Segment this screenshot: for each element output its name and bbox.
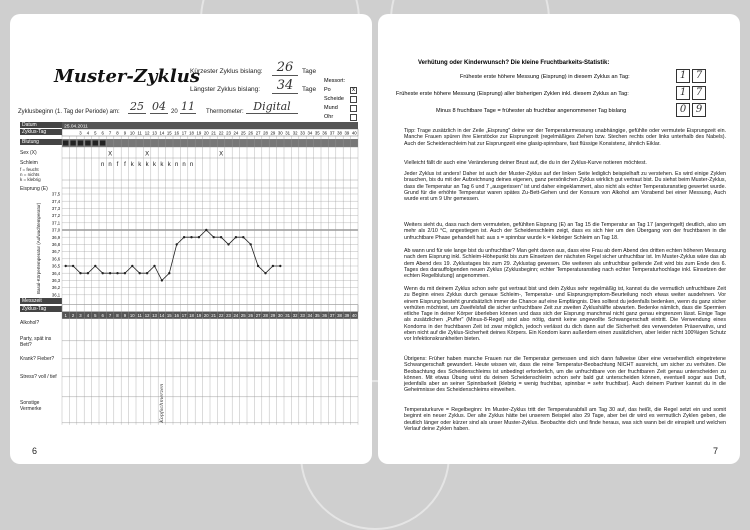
cycle-day-bottom-tick: 26 xyxy=(248,313,254,319)
cycle-day-tick: 13 xyxy=(152,130,157,136)
cycle-day-bottom-tick: 18 xyxy=(189,313,194,319)
temperature-point xyxy=(220,236,222,238)
cycle-day-tick: 37 xyxy=(329,130,335,136)
cycle-day-tick: 16 xyxy=(174,130,180,136)
cycle-day-tick: 4 xyxy=(86,130,90,136)
cycle-start-month[interactable]: 04 xyxy=(152,100,166,113)
temperature-tick: 36,1 xyxy=(51,292,61,298)
thermometer-label: Thermometer: xyxy=(206,109,244,115)
method-po[interactable]: Po x xyxy=(324,87,355,93)
temperature-rise-paragraph: Weiters sieht du, dass nach dem vermuteten, gefühlten Eisprung (E) an Tag 15 die Temperatur an Tag 17 (angeringelt) deutlich, also um mehr als 2/10 °C, angestiegen ist. Auch der Scheidenschleim zeigt, dass es sich hier um den Übergang von der fruchtbaren in die unfruchtbare Phase gehandelt hat: aus s = spinnbar wurde k = klebriger Schleim an Tag 18. xyxy=(404,222,726,241)
temperature-point xyxy=(161,279,163,281)
checkbox-ohr[interactable] xyxy=(350,114,357,121)
cycle-start-day[interactable]: 25 xyxy=(130,100,144,113)
stat-digit-box[interactable]: 1 xyxy=(676,86,690,100)
temperature-point xyxy=(146,272,148,274)
temperature-tick: 36,5 xyxy=(51,263,61,269)
cycle-day-tick: 29 xyxy=(270,130,276,136)
temperature-point xyxy=(131,265,133,267)
shortest-cycle-value[interactable]: 26 xyxy=(272,60,298,76)
temperature-point xyxy=(250,243,252,245)
row-label-alcohol: Alkohol? xyxy=(20,320,40,326)
row-label-cycle-day: Zyklus-Tag xyxy=(20,129,62,135)
longest-cycle-label: Längster Zyklus bislang: xyxy=(190,86,261,93)
cycle-day-bottom-tick: 23 xyxy=(226,313,231,319)
cycle-day-bottom-tick: 13 xyxy=(152,313,157,319)
cycle-day-bottom-tick: 2 xyxy=(71,313,75,319)
bleeding-mark xyxy=(93,141,98,146)
cycle-day-tick: 7 xyxy=(108,130,112,136)
stat-digit-box[interactable]: 9 xyxy=(692,103,706,117)
stat-label: Früheste erste höhere Messung (Eisprung) in diesem Zyklus an Tag: xyxy=(460,74,630,80)
cycle-day-bottom-tick: 34 xyxy=(307,313,313,319)
temperature-point xyxy=(72,265,74,267)
date-cell: 25.04.2011 xyxy=(64,124,88,130)
row-label-date: Datum xyxy=(20,122,62,128)
temperature-point xyxy=(264,272,266,274)
cycle-day-bottom-tick: 15 xyxy=(166,313,172,319)
other-note: Kopfschmerzen xyxy=(159,383,166,423)
cycle-day-tick: 25 xyxy=(240,130,246,136)
mucus-mark: n xyxy=(189,162,194,168)
temperature-tick: 37,5 xyxy=(51,191,61,197)
regular-cycle-paragraph: Wenn du mit deinem Zyklus schon sehr gut vertraut bist und dein Zyklus sehr regelmäßig ist, kannst du die vermutlich unfruchtbare Zeit zu Beginn eines Zyklus durch genaue Schleim-, Temperatur- und Eisprungsymptom-Beurteilung noch etwas weiter ausdehnen. Vor einem Eisprung besteht grundsätzlich immer die Chance auf eine Empfängnis. Dies solltest du jedenfalls bedenken, wenn du ganz sicher verhüten möchtest, um Zweifelsfall die sicher unfruchtbare Zeit zur zweiten Zyklushälfte abwarten. Bedenke nämlich, dass die Spermien etliche Tage in deiner Körper überleben können und dass sich der Eisprung manchmal nicht ganz genau eingrenzen lässt. Einige Tage als zusätzlichen „Puffer" (Minus-8-Regel) sind also nötig, damit keine ungewollte Schwangerschaft eintritt. Die Verwendung eines Kondoms in der fruchtbaren Zeit ist zwar möglich, jedoch verlässt du dich dann auf die Sicherheit des verwendeten Präservativs, und eben nicht auf die Zyklus-Sicherheit deines Körpers. Ein Kondom kann außerdem einen zusätzlichen, aber leider nicht 100%igen Schutz vor Infektionskrankheiten bieten. xyxy=(404,286,726,343)
temperature-tick: 36,4 xyxy=(51,270,61,276)
checkbox-scheide[interactable] xyxy=(350,96,357,103)
breast-paragraph: Vielleicht fällt dir auch eine Veränderung deiner Brust auf, die du in der Zyklus-Kurve notieren möchtest. xyxy=(404,160,647,166)
temperature-point xyxy=(176,243,178,245)
cycle-day-bottom-tick: 8 xyxy=(116,313,119,319)
mucus-mark: n xyxy=(101,162,105,168)
cycle-day-bottom-tick: 30 xyxy=(277,313,283,319)
cycle-day-tick: 8 xyxy=(116,130,119,136)
cycle-different-paragraph: Jeder Zyklus ist anders! Daher ist auch der Muster-Zyklus auf der linken Seite lediglich beispielhaft zu verstehen. Es wird einige Zyklen brauchen, bis du mit der Aufzeichnung deines eigenen, ganz persönlichen Zyklus wirklich gut vertraut bist. Du siehst beim Muster-Zyklus, dass die Temperatur an Tag 6 und 7 „ausgerissen" ist und daher eingeklammert, also nicht als echter Temperaturanstieg gewertet wurde. Grund für die erhöhte Temperatur waren spätes Zu-Bett-Gehen und der Konsum von Alkohol am Vorabend bei einer Messung, Auch wurde erst um 9 Uhr gemessen. xyxy=(404,171,726,203)
temperature-point xyxy=(213,236,215,238)
stat-digit-box[interactable]: 7 xyxy=(692,69,706,83)
row-label-stress: Stress? voll / tief xyxy=(20,374,57,380)
temperature-point xyxy=(190,236,192,238)
tip-paragraph: Tipp: Trage zusätzlich in der Zeile „Eisprung" deine vor der Temperaturmessung unabhängige, gefühlte oder vermutete Eisprungzeit ein. Manche Frauen spüren ihre Eierstöcke zur Eisprungzeit (regelmäßiges Ziehen bzw. Stechen rechts oder links unterhalb des Nabels). Auch der Scheidenschleim hat zur Eisprungzeit eine glasig-spinnbare, fast flüssige Konsistenz, ähnlich Eiklar. xyxy=(404,128,726,147)
method-scheide[interactable]: Scheide xyxy=(324,96,345,105)
cycle-day-tick: 24 xyxy=(233,130,239,136)
mucus-mark: k xyxy=(130,162,134,168)
mucus-mark: n xyxy=(182,162,186,168)
temperature-tick: 36,8 xyxy=(51,242,61,247)
cycle-day-bottom-tick: 39 xyxy=(344,313,350,319)
note-paragraph: Übrigens: Früher haben manche Frauen nur die Temperatur gemessen und sich dann fallweise über eine versehentlich eingetretene Schwangerschaft gewundert. Heute wissen wir, dass die reine Temperatur-Beobachtung NICHT ausreicht, um sicher zu verhüten. Die Beobachtung des Scheidenschleims ist unbedingt erforderlich, um die unfruchtbare von der fruchtbaren Zeit genau unterscheiden zu können. Mit etwas Übung wirst du deinen Scheidenschleim schon sehr bald gut unterscheiden können, eventuell sogar aus Duft, jedenfalls aber an seiner Spinnbarkeit (klebrig = wenig fruchtbar, spinnbar = sehr fruchtbar). Auch deinem Partner kannst du in die Geheimnisse des Scheidenschleims einweihen. xyxy=(404,356,726,394)
cycle-day-tick: 32 xyxy=(292,130,298,136)
cycle-start-year-prefix: 20 xyxy=(171,109,178,115)
cycle-day-tick: 19 xyxy=(196,130,202,136)
temperature-point xyxy=(102,272,104,274)
temperature-tick: 36,9 xyxy=(51,234,61,240)
sex-mark: X xyxy=(145,151,150,158)
temperature-point xyxy=(198,236,200,238)
mucus-mark: k xyxy=(160,162,164,168)
page-number: 6 xyxy=(32,446,38,456)
cycle-day-bottom-tick: 1 xyxy=(64,313,67,319)
temperature-tick: 37,1 xyxy=(51,220,61,226)
cycle-day-bottom-tick: 14 xyxy=(159,313,165,319)
row-label-measure-time: Messzeit xyxy=(20,298,62,304)
cycle-day-bottom-tick: 3 xyxy=(79,313,82,319)
row-label-mucus-legend: f = feucht n = nichts k = klebrig xyxy=(20,167,41,182)
period-start-paragraph: Temperaturkurve = Regelbeginn: Im Muster-Zyklus tritt der Temperaturabfall am Tag 30 auf, das heißt, die Regel setzt ein und somit beginnt ein neuer Zyklus. Der alte Zyklus hätte bei unserem Beispiel also 29 Tage, aber bei dir wird es vermutlich Zyklen geben, die deutlich länger oder kürzer sind als unser Muster-Zyklus. Beobachte dich und finde heraus, was sich wann bei dir einspielt und welchen Verlauf deine Zyklen haben. xyxy=(404,407,726,432)
cycle-day-tick: 14 xyxy=(159,130,165,136)
cycle-day-bottom-tick: 21 xyxy=(211,313,217,319)
date-row xyxy=(62,122,358,129)
cycle-day-tick: 35 xyxy=(314,130,320,136)
cycle-day-tick: 36 xyxy=(322,130,328,136)
cycle-day-bottom-tick: 40 xyxy=(351,313,357,319)
temperature-tick: 37,0 xyxy=(51,227,61,233)
cycle-day-bottom-tick: 31 xyxy=(285,313,291,319)
cycle-day-tick: 39 xyxy=(344,130,350,136)
temperature-point xyxy=(242,236,244,238)
cycle-day-bottom-tick: 27 xyxy=(255,313,261,319)
measure-location xyxy=(324,78,355,123)
bleeding-mark xyxy=(85,141,90,146)
cycle-day-tick: 22 xyxy=(218,130,224,136)
cycle-chart xyxy=(51,122,366,434)
longest-cycle-value[interactable]: 34 xyxy=(272,78,298,94)
mucus-mark: k xyxy=(167,162,171,168)
cycle-day-tick: 28 xyxy=(263,130,268,136)
bleeding-mark xyxy=(100,141,105,146)
cycle-day-tick: 34 xyxy=(307,130,313,136)
row-label-mucus: Schleim xyxy=(20,160,38,166)
cycle-day-bottom-tick: 5 xyxy=(94,313,97,319)
cycle-day-bottom-tick: 16 xyxy=(174,313,180,319)
temperature-point xyxy=(109,272,111,274)
longest-cycle-unit: Tage xyxy=(302,86,317,93)
temperature-point xyxy=(124,272,126,274)
cycle-day-bottom-tick: 6 xyxy=(101,313,104,319)
cycle-day-tick: 21 xyxy=(211,130,217,136)
temperature-tick: 36,7 xyxy=(51,249,61,255)
cycle-day-tick: 38 xyxy=(337,130,342,136)
cycle-day-bottom-tick: 10 xyxy=(129,313,135,319)
cycle-day-tick: 15 xyxy=(166,130,172,136)
method-mund[interactable]: Mund xyxy=(324,105,345,114)
cycle-day-bottom-tick: 25 xyxy=(240,313,246,319)
cycle-day-tick: 5 xyxy=(94,130,97,136)
stat-digit-box[interactable]: 0 xyxy=(676,103,690,117)
cycle-day-bottom-tick: 33 xyxy=(300,313,305,319)
checkbox-po[interactable]: x xyxy=(352,87,355,93)
sex-mark: X xyxy=(108,151,113,158)
stat-label: Früheste erste höhere Messung (Eisprung) aller bisherigen Zyklen inkl. diesem Zyklus an Tag: xyxy=(396,91,629,97)
cycle-day-tick: 11 xyxy=(137,130,142,136)
row-label-party: Party, spät ins Bett? xyxy=(20,336,52,348)
cycle-day-tick: 30 xyxy=(277,130,283,136)
mucus-mark: n xyxy=(108,162,112,168)
row-label-sick: Krank? Fieber? xyxy=(20,356,55,362)
stat-label: Minus 8 fruchtbare Tage = frühester ab fruchtbar angenommener Tag bislang xyxy=(436,108,627,114)
row-label-other: Sonstige Vermerke xyxy=(20,400,42,412)
stats-heading: Verhütung oder Kinderwunsch? Die kleine Fruchtbarkeits-Statistik: xyxy=(418,60,610,66)
row-label-cycle-day-bottom: Zyklus-Tag xyxy=(20,306,62,312)
cycle-day-tick: 27 xyxy=(255,130,261,136)
bleeding-mark xyxy=(78,141,83,146)
cycle-day-bottom-tick: 35 xyxy=(314,313,320,319)
mucus-mark: k xyxy=(145,162,149,168)
shortest-cycle-label: Kürzester Zyklus bislang: xyxy=(190,68,263,75)
cycle-day-tick: 18 xyxy=(189,130,194,136)
stat-digit-box[interactable]: 7 xyxy=(692,86,706,100)
cycle-day-bottom-tick: 28 xyxy=(263,313,268,319)
cycle-day-tick: 6 xyxy=(101,130,104,136)
temperature-point xyxy=(116,272,118,274)
cycle-day-bottom-tick: 29 xyxy=(270,313,276,319)
cycle-start-label: Zyklusbeginn (1. Tag der Periode) am: xyxy=(18,109,120,115)
cycle-day-bottom-tick: 4 xyxy=(86,313,90,319)
left-page xyxy=(10,14,372,464)
page-number: 7 xyxy=(712,446,718,456)
cycle-day-bottom-tick: 19 xyxy=(196,313,202,319)
cycle-day-tick: 40 xyxy=(351,130,357,136)
cycle-day-bottom-tick: 11 xyxy=(137,313,142,319)
temperature-point xyxy=(257,265,259,267)
cycle-day-tick: 10 xyxy=(129,130,135,136)
bleeding-mark xyxy=(70,141,75,146)
cycle-day-tick: 9 xyxy=(123,130,127,136)
temperature-point xyxy=(205,229,207,231)
cycle-day-row xyxy=(62,129,358,136)
bleeding-mark xyxy=(63,141,68,146)
mucus-mark: k xyxy=(138,162,142,168)
temperature-point xyxy=(65,265,67,267)
temperature-point xyxy=(235,236,237,238)
method-ohr[interactable]: Ohr xyxy=(324,114,345,123)
cycle-day-bottom-tick: 12 xyxy=(144,313,150,319)
measure-location-title: Messort: xyxy=(324,78,346,84)
temperature-point xyxy=(183,236,185,238)
temperature-point xyxy=(139,272,141,274)
thermometer-value[interactable]: Digital xyxy=(246,100,298,114)
cycle-day-bottom-tick: 24 xyxy=(233,313,239,319)
temperature-point xyxy=(272,265,274,267)
row-label-sex: Sex (X) xyxy=(20,150,37,156)
row-label-ovulation: Eisprung (E) xyxy=(20,186,48,192)
temperature-point xyxy=(153,265,155,267)
temperature-point xyxy=(94,265,96,267)
stat-digit-box[interactable]: 1 xyxy=(676,69,690,83)
cycle-day-bottom-tick: 36 xyxy=(322,313,328,319)
shortest-cycle-unit: Tage xyxy=(302,68,317,75)
temperature-point xyxy=(279,265,281,267)
cycle-day-bottom-tick: 7 xyxy=(108,313,112,319)
cycle-day-tick: 31 xyxy=(285,130,291,136)
temperature-point xyxy=(168,272,170,274)
cycle-day-tick: 26 xyxy=(248,130,254,136)
checkbox-mund[interactable] xyxy=(350,105,357,112)
temperature-tick: 37,2 xyxy=(51,213,61,219)
mucus-mark: n xyxy=(175,162,179,168)
cycle-day-bottom-tick: 20 xyxy=(203,313,209,319)
cycle-start-year[interactable]: 11 xyxy=(181,100,195,113)
sex-mark: X xyxy=(219,151,224,158)
cycle-day-tick: 20 xyxy=(203,130,209,136)
row-label-temperature: Basal-Körpertemperatur (Aufwachtemperatur) xyxy=(36,202,41,294)
temperature-point xyxy=(87,272,89,274)
cycle-day-bottom-tick: 32 xyxy=(292,313,298,319)
right-page xyxy=(378,14,740,464)
page-title: Muster-Zyklus xyxy=(54,66,200,87)
cycle-day-tick: 12 xyxy=(144,130,150,136)
cycle-day-bottom-tick: 22 xyxy=(218,313,224,319)
mucus-mark: f xyxy=(124,162,126,168)
cycle-day-tick: 23 xyxy=(226,130,231,136)
cycle-day-bottom-tick: 9 xyxy=(123,313,127,319)
temperature-tick: 36,3 xyxy=(51,278,61,283)
cycle-day-bottom-tick: 37 xyxy=(329,313,335,319)
temperature-tick: 37,4 xyxy=(51,198,61,204)
cycle-day-tick: 17 xyxy=(181,130,187,136)
cycle-day-tick: 33 xyxy=(300,130,305,136)
temperature-tick: 36,6 xyxy=(51,256,61,262)
cycle-day-tick: 3 xyxy=(79,130,82,136)
temperature-point xyxy=(227,243,229,245)
mucus-mark: f xyxy=(116,162,119,168)
cycle-day-bottom-tick: 17 xyxy=(181,313,187,319)
cycle-day-bottom-tick: 38 xyxy=(337,313,342,319)
temperature-tick: 37,3 xyxy=(51,206,61,211)
temperature-point xyxy=(79,272,81,274)
temperature-tick: 36,2 xyxy=(51,285,61,291)
infertile-paragraph: Ab wann und für wie lange bist du unfruchtbar? Man geht davon aus, dass eine Frau ab dem Abend des dritten echten höheren Messung nach dem Eisprung inkl. Schleim-Höhepunkt bis zum Einsetzen der nächsten Regel sicher unfruchtbar ist. Im Muster-Zyklus wäre das ab dem Abend des 19. Zyklustages bis zum 29. Zyklustag gewesen. Die weiteren als unfruchtbar geltende Zeit wird bis zum Ende des 6. Tages des darauffolgenden neuen Zyklus (Zyklusbeginn; echter Temperaturanstieg nach echter Temperaturhochlage inkl. Einsetzen der echten Regelblutung) angenommen. xyxy=(404,248,726,280)
mucus-mark: k xyxy=(153,162,156,168)
row-label-bleeding: Blutung xyxy=(20,139,62,145)
